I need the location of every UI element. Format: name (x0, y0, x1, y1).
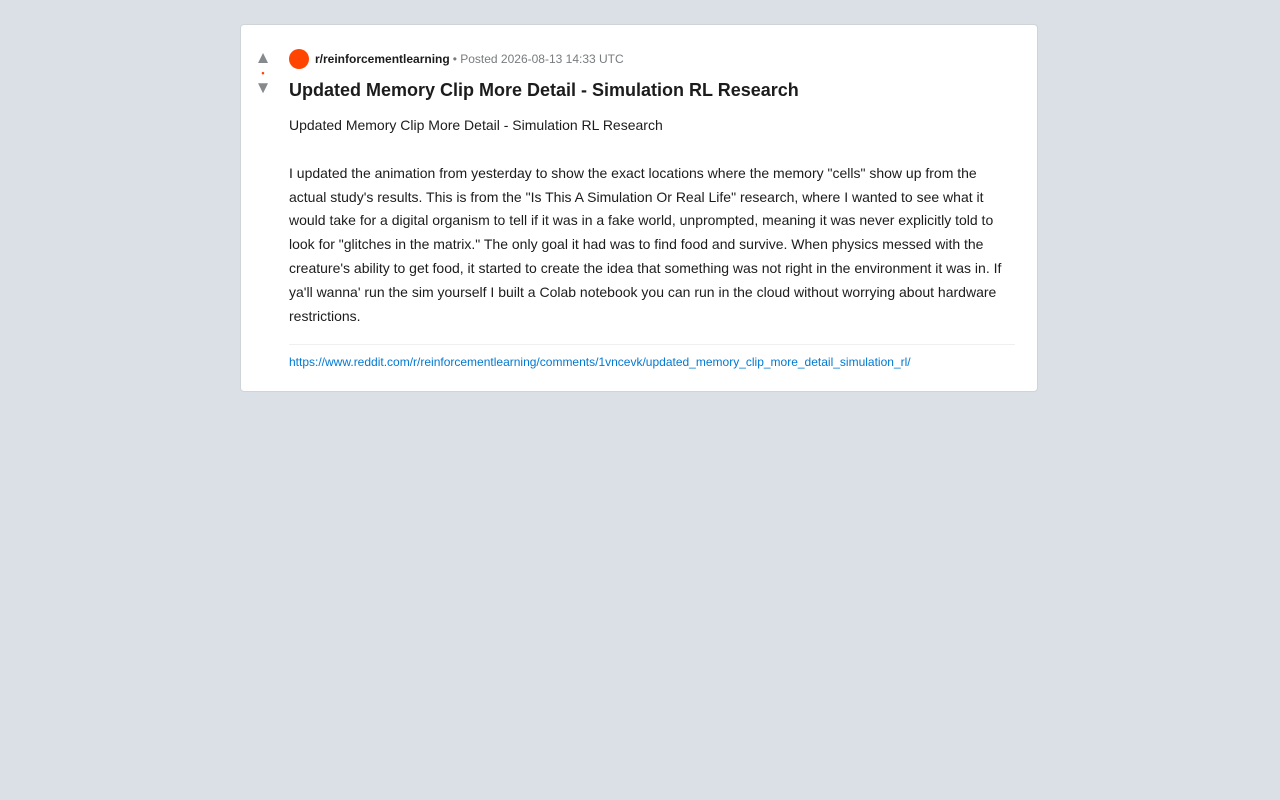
post-meta (289, 49, 1015, 69)
subreddit-icon[interactable] (289, 49, 309, 69)
upvote-icon[interactable]: ▲ (254, 48, 272, 67)
subreddit-name[interactable]: r/reinforcementlearning (315, 52, 450, 66)
post-body-lead: Updated Memory Clip More Detail - Simulation RL Research (289, 117, 663, 133)
post-link[interactable]: https://www.reddit.com/r/reinforcementlearning/comments/1vncevk/updated_memory_clip_more_detail_simulation_rl/ (289, 355, 911, 370)
post-body (289, 114, 1015, 328)
post-content (289, 49, 1015, 370)
divider (289, 344, 1015, 345)
vote-count: • (261, 68, 265, 78)
vote-column (241, 49, 285, 97)
post-card (240, 24, 1038, 392)
post-timestamp: • Posted 2026-08-13 14:33 UTC (452, 52, 624, 66)
post-body-paragraph: I updated the animation from yesterday to show the exact locations where the memory "cells" show up from the actual study's results. This is from the "Is This A Simulation Or Real Life" research, where I wanted to see what it would take for a digital organism to tell if it was in a fake world, unprompted, meaning it was never explicitly told to look for "glitches in the matrix." The only goal it had was to find food and survive. When physics messed with the creature's ability to get food, it started to create the idea that something was not right in the environment it was in. If ya'll wanna' run the sim yourself I built a Colab notebook you can run in the cloud without worrying about hardware restrictions. (289, 164, 1002, 324)
post-title[interactable]: Updated Memory Clip More Detail - Simulation RL Research (289, 80, 799, 100)
downvote-icon[interactable]: ▼ (254, 78, 272, 97)
